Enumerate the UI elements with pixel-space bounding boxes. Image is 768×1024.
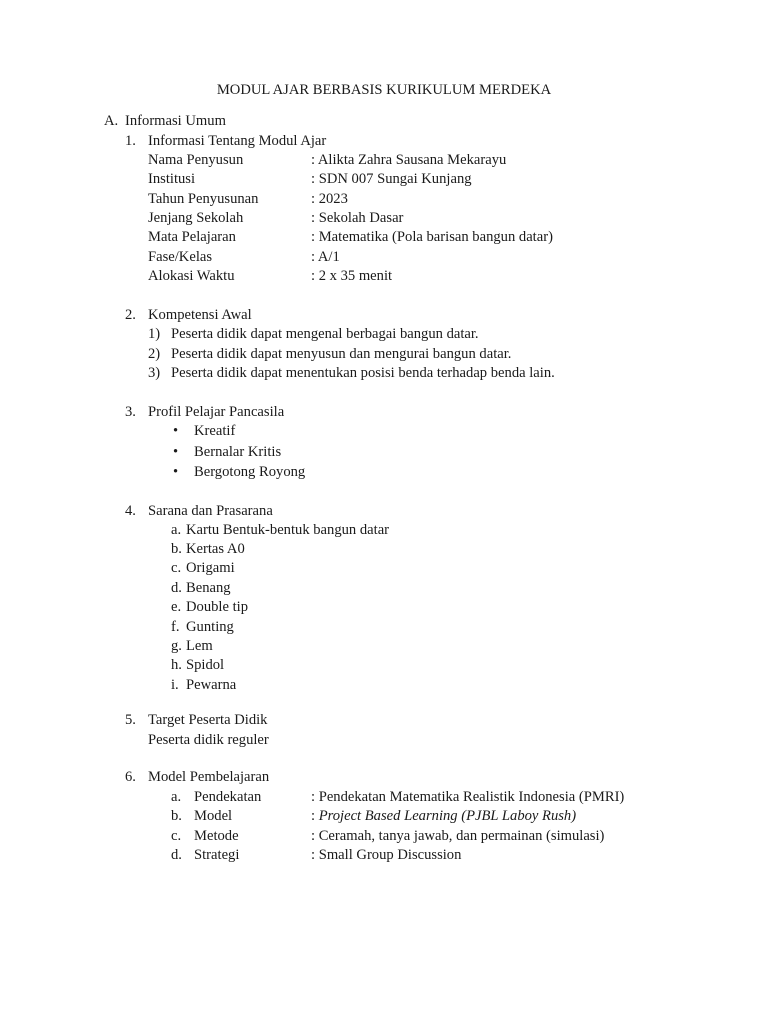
model-row-value: : Pendekatan Matematika Realistik Indonesia (PMRI) [311,789,625,805]
list-item-text: Peserta didik dapat menentukan posisi benda terhadap benda lain. [171,365,555,381]
model-row-key: Pendekatan [194,789,262,805]
section-4-number: 4. [125,503,136,519]
model-row-colon: : [311,808,319,824]
list-item-text: Kertas A0 [186,541,245,557]
section-1-label: Informasi Tentang Modul Ajar [148,133,327,149]
list-item-letter: d. [171,580,182,596]
section-5-text: Peserta didik reguler [148,732,269,748]
info-key: Mata Pelajaran [148,229,236,245]
list-item-letter: h. [171,657,182,673]
model-row-key: Model [194,808,233,824]
model-row-letter: c. [171,828,182,844]
list-item-text: Double tip [186,599,249,615]
info-key: Fase/Kelas [148,249,213,265]
list-item-text: Peserta didik dapat mengenal berbagai bangun datar. [171,326,479,342]
model-row-letter: a. [171,789,182,805]
list-item-text: Gunting [186,619,234,635]
model-row-key: Metode [194,828,239,844]
info-key: Institusi [148,171,196,187]
list-item-text: Peserta didik dapat menyusun dan mengurai bangun datar. [171,346,512,362]
section-5-label: Target Peserta Didik [148,712,268,728]
list-item-text: Benang [186,580,231,596]
info-value: : Alikta Zahra Sausana Mekarayu [311,152,507,168]
bullet-item-text: Bernalar Kritis [194,444,282,460]
list-item-number: 3) [148,365,161,381]
list-item-letter: a. [171,522,182,538]
list-item-text: Lem [186,638,213,654]
list-item-letter: e. [171,599,182,615]
bullet-item-text: Bergotong Royong [194,464,306,480]
list-item-letter: g. [171,638,182,654]
model-row-key: Strategi [194,847,240,863]
section-a-letter: A. [104,113,119,129]
section-4-label: Sarana dan Prasarana [148,503,273,519]
model-row-italic-value: Project Based Learning (PJBL Laboy Rush) [318,808,577,824]
list-item-letter: c. [171,560,182,576]
bullet-glyph: • [173,444,179,460]
section-3-label: Profil Pelajar Pancasila [148,404,285,420]
document-title: MODUL AJAR BERBASIS KURIKULUM MERDEKA [216,82,552,98]
info-key: Jenjang Sekolah [148,210,244,226]
section-5-number: 5. [125,712,136,728]
info-value: : 2023 [311,191,348,207]
list-item-letter: i. [171,677,179,693]
info-key: Alokasi Waktu [148,268,235,284]
info-key: Tahun Penyusunan [148,191,259,207]
list-item-number: 1) [148,326,161,342]
bullet-glyph: • [173,464,179,480]
model-row-letter: b. [171,808,182,824]
info-value: : Sekolah Dasar [311,210,404,226]
info-value: : A/1 [311,249,340,265]
section-6-number: 6. [125,769,136,785]
section-2-number: 2. [125,307,136,323]
section-6-label: Model Pembelajaran [148,769,270,785]
list-item-letter: f. [171,619,180,635]
section-a-label: Informasi Umum [125,113,226,129]
section-3-number: 3. [125,404,136,420]
info-key: Nama Penyusun [148,152,244,168]
model-row-value [311,807,576,826]
list-item-text: Origami [186,560,235,576]
list-item-text: Kartu Bentuk-bentuk bangun datar [186,522,390,538]
model-row-value: : Small Group Discussion [311,847,462,863]
list-item-text: Spidol [186,657,225,673]
section-2-label: Kompetensi Awal [148,307,252,323]
info-value: : 2 x 35 menit [311,268,393,284]
model-row-letter: d. [171,847,182,863]
info-value: : SDN 007 Sungai Kunjang [311,171,472,187]
list-item-text: Pewarna [186,677,237,693]
section-1-number: 1. [125,133,136,149]
list-item-letter: b. [171,541,182,557]
bullet-item-text: Kreatif [194,423,236,439]
list-item-number: 2) [148,346,161,362]
model-row-value: : Ceramah, tanya jawab, dan permainan (simulasi) [311,828,605,844]
bullet-glyph: • [173,423,179,439]
info-value: : Matematika (Pola barisan bangun datar) [311,229,553,245]
